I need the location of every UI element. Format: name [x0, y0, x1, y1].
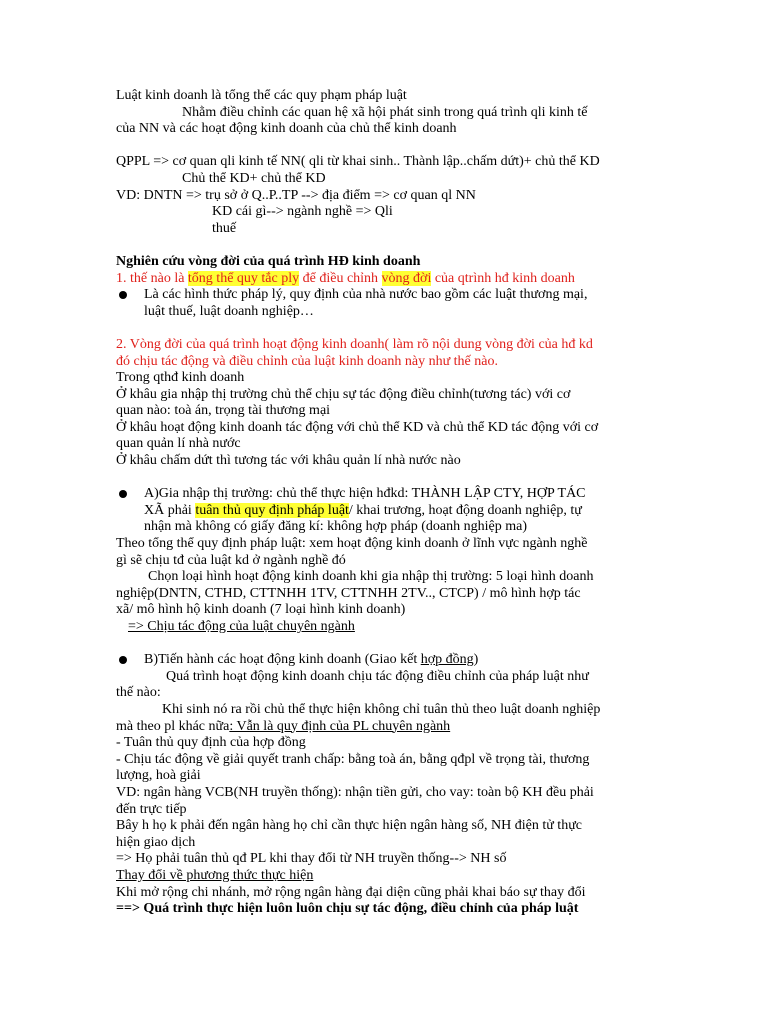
- blank-line: [116, 320, 656, 337]
- blank-line: [116, 138, 656, 155]
- text-line: Trong qthđ kinh doanh: [116, 370, 245, 386]
- text-line: của NN và các hoạt động kinh doanh của chủ thể kinh doanh: [116, 121, 457, 137]
- bullet-item-b: [116, 652, 656, 669]
- bullet-dot-icon: [119, 291, 127, 299]
- blank-line: [116, 237, 656, 254]
- text-line: Khi mở rộng chi nhánh, mở rộng ngân hàng đại diện cũng phải khai báo sự thay đổi: [116, 884, 586, 900]
- text-line: VD: DNTN => trụ sở ở Q..P..TP --> địa điểm => cơ quan ql NN: [116, 187, 476, 203]
- text-line: Bây h họ k phải đến ngân hàng họ chỉ cần thực hiện ngân hàng số, NH điện tử thực: [116, 818, 582, 834]
- document-body: [116, 88, 656, 918]
- text-line: xã/ mô hình hộ kinh doanh (7 loại hình kinh doanh): [116, 602, 406, 618]
- bullet-item: [116, 287, 656, 320]
- text-line: B)Tiến hành các hoạt động kinh doanh (Giao kết hợp đồng): [144, 652, 479, 668]
- text-line: - Tuân thủ quy định của hợp đồng: [116, 735, 306, 751]
- text-line: KD cái gì--> ngành nghề => Qli: [212, 204, 393, 220]
- text-line: nhận mà không có giấy đăng kí: không hợp pháp (doanh nghiệp ma): [144, 519, 527, 535]
- text-line: thế nào:: [116, 685, 161, 701]
- text-line: VD: ngân hàng VCB(NH truyền thống): nhận tiền gửi, cho vay: toàn bộ KH đều phải: [116, 784, 594, 800]
- question-2-cont: đó chịu tác động và điều chỉnh của luật kinh doanh này như thế nào.: [116, 353, 498, 369]
- text-line: hiện giao dịch: [116, 834, 196, 850]
- text-line: Theo tổng thể quy định pháp luật: xem hoạt động kinh doanh ở lĩnh vực ngành nghề: [116, 536, 588, 552]
- bullet-dot-icon: [119, 490, 127, 498]
- highlight-mark: vòng đời: [381, 270, 432, 286]
- text-line: Nhằm điều chỉnh các quan hệ xã hội phát sinh trong quá trình qli kinh tế: [182, 104, 588, 120]
- highlight-mark: tuân thủ quy định pháp luật: [195, 502, 349, 518]
- text-line: quan nào: toà án, trọng tài thương mại: [116, 403, 331, 419]
- text-line: luật thuế, luật doanh nghiệp…: [144, 303, 314, 319]
- blank-line: [116, 470, 656, 487]
- text-line: => Họ phải tuân thủ qđ PL khi thay đổi từ NH truyền thống--> NH số: [116, 851, 507, 867]
- bullet-dot-icon: [119, 656, 127, 664]
- text-line: mà theo pl khác nữa: Vẫn là quy định của PL chuyên ngành: [116, 718, 451, 734]
- underlined-text: hợp đồng: [420, 652, 474, 668]
- text-line: nghiệp(DNTN, CTHD, CTTNHH 1TV, CTTNHH 2TV.., CTCP) / mô hình hợp tác: [116, 585, 581, 601]
- text-line: Luật kinh doanh là tổng thể các quy phạm pháp luật: [116, 88, 407, 103]
- text-line: Chủ thể KD+ chủ thể KD: [182, 170, 326, 186]
- text-line: Khi sinh nó ra rồi chủ thể thực hiện không chỉ tuân thủ theo luật doanh nghiệp: [162, 701, 601, 717]
- text-line: đến trực tiếp: [116, 801, 187, 817]
- text-line: thuế: [212, 220, 237, 236]
- text-line: A)Gia nhập thị trường: chủ thể thực hiện hđkd: THÀNH LẬP CTY, HỢP TÁC: [144, 486, 586, 502]
- text-line: Chọn loại hình hoạt động kinh doanh khi gia nhập thị trường: 5 loại hình doanh: [148, 569, 594, 585]
- text-line: - Chịu tác động về giải quyết tranh chấp: bằng toà án, bằng qđpl về trọng tài, thương: [116, 751, 590, 767]
- question-1: 1. thế nào là tổng thể quy tắc ply để điều chỉnh vòng đời của qtrình hđ kinh doanh: [116, 270, 575, 286]
- text-line: Ở khâu gia nhập thị trường chủ thể chịu sự tác động điều chỉnh(tương tác) với cơ: [116, 386, 571, 402]
- text-line: Ở khâu hoạt động kinh doanh tác động với chủ thể KD và chủ thể KD tác động với cơ: [116, 419, 599, 435]
- text-line: Là các hình thức pháp lý, quy định của nhà nước bao gồm các luật thương mại,: [144, 287, 588, 303]
- section-heading: Nghiên cứu vòng đời của quá trình HĐ kinh doanh: [116, 253, 421, 269]
- bullet-item-a: [116, 486, 656, 536]
- highlight-mark: tổng thể quy tắc ply: [187, 270, 300, 286]
- conclusion-line: ==> Quá trình thực hiện luôn luôn chịu sự tác động, điều chỉnh của pháp luật: [116, 901, 579, 917]
- text-line: => Chịu tác động của luật chuyên ngành: [128, 619, 355, 634]
- question-2: 2. Vòng đời của quá trình hoạt động kinh doanh( làm rõ nội dung vòng đời của hđ kd: [116, 336, 593, 352]
- text-line: Ở khâu chấm dứt thì tương tác với khâu quản lí nhà nước nào: [116, 453, 461, 469]
- text-line: quan quản lí nhà nước: [116, 436, 241, 452]
- text-line: QPPL => cơ quan qli kinh tế NN( qli từ khai sinh.. Thành lập..chấm dứt)+ chủ thể KD: [116, 154, 600, 170]
- text-line: Thay đổi về phương thức thực hiện: [116, 867, 314, 883]
- text-line: Quá trình hoạt động kinh doanh chịu tác động điều chỉnh của pháp luật như: [166, 668, 589, 684]
- text-line: gì sẽ chịu tđ của luật kd ở ngành nghề đó: [116, 552, 346, 568]
- text-line: lượng, hoà giải: [116, 768, 201, 784]
- text-line: XÃ phải tuân thủ quy định pháp luật/ khai trương, hoạt động doanh nghiệp, tự: [144, 502, 582, 518]
- blank-line: [116, 636, 656, 653]
- underlined-text: : Vẫn là quy định của PL chuyên ngành: [229, 718, 451, 734]
